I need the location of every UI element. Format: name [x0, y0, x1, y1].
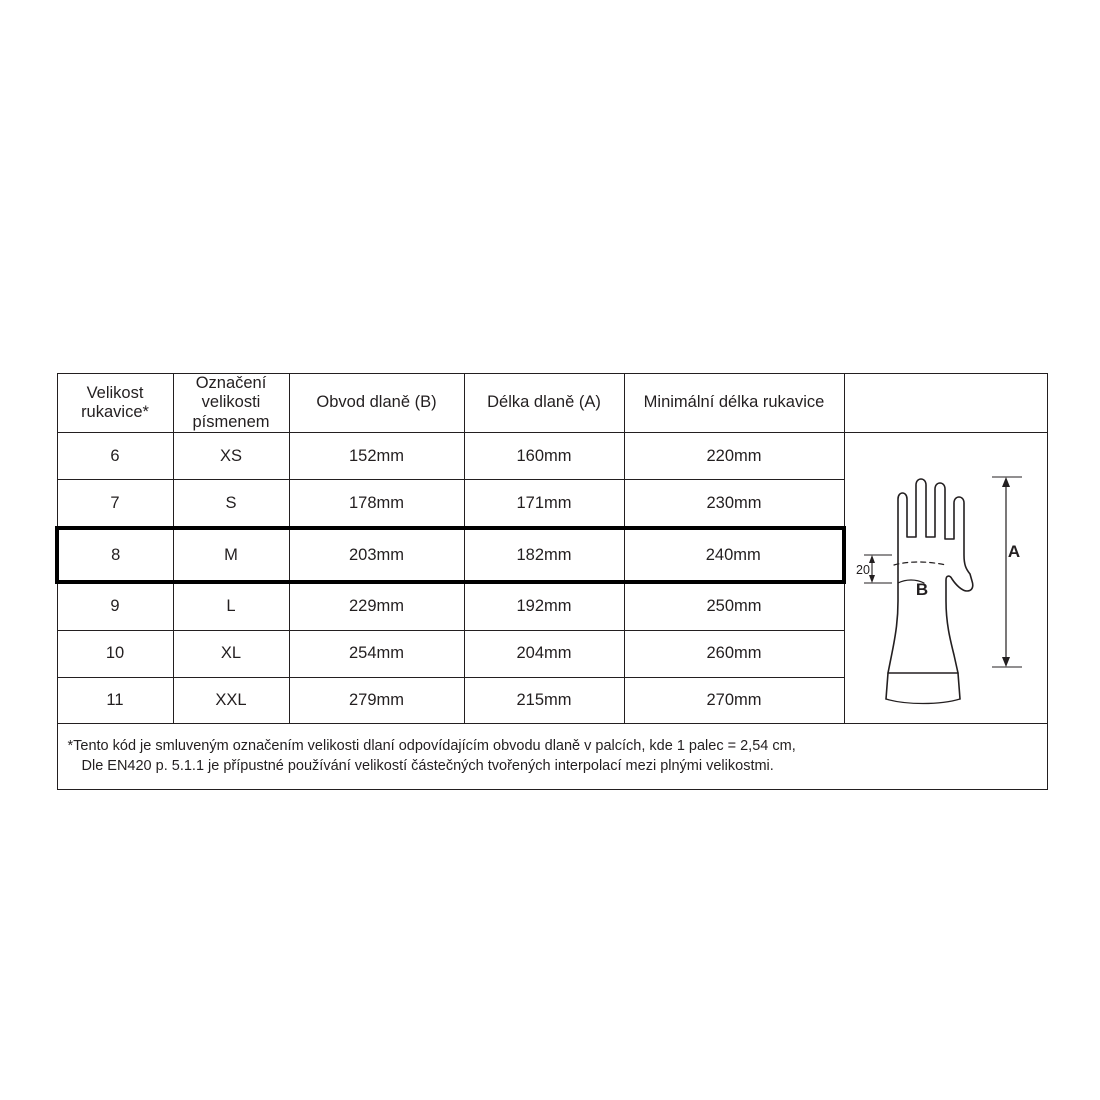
- footnote: [57, 724, 1047, 790]
- dimension-20-label: 20: [856, 563, 870, 578]
- cell-size: 8: [57, 528, 173, 581]
- column-header-min-glove-length: [624, 374, 844, 433]
- cell-min-glove-length: 250mm: [624, 582, 844, 631]
- hand-outline-icon: [846, 433, 1049, 723]
- cell-size: 6: [57, 433, 173, 480]
- dimension-a-arrow-icon: [992, 477, 1022, 667]
- column-header-palm-length: [464, 374, 624, 433]
- cell-min-glove-length: 230mm: [624, 480, 844, 529]
- cell-min-glove-length: 240mm: [624, 528, 844, 581]
- hand-measurement-diagram-wrap: [846, 433, 1049, 723]
- cell-min-glove-length: 260mm: [624, 630, 844, 677]
- cell-palm-circumference: 203mm: [289, 528, 464, 581]
- column-header-size-line-2: rukavice*: [81, 403, 149, 422]
- dimension-b-label: B: [915, 580, 929, 600]
- cell-letter: XL: [173, 630, 289, 677]
- size-table: [55, 373, 1048, 790]
- cell-min-glove-length: 220mm: [624, 433, 844, 480]
- table-header: [57, 374, 1047, 433]
- cell-palm-length: 215mm: [464, 677, 624, 724]
- column-header-illustration: [844, 374, 1047, 433]
- table-header-row: [57, 374, 1047, 433]
- cell-palm-circumference: 254mm: [289, 630, 464, 677]
- column-header-letter-line-1: Označení: [195, 374, 267, 392]
- cell-palm-circumference: 279mm: [289, 677, 464, 724]
- column-header-palm-circumference-label: Obvod dlaně (B): [316, 393, 437, 412]
- footnote-line-1: *Tento kód je smluveným označením velikosti dlaní odpovídajícím obvodu dlaně v palcích, kde 1 palec = 2,54 cm,: [67, 737, 796, 754]
- cell-palm-length: 204mm: [464, 630, 624, 677]
- cell-size: 9: [57, 582, 173, 631]
- column-header-palm-circumference: [289, 374, 464, 433]
- cell-min-glove-length: 270mm: [624, 677, 844, 724]
- footnote-row: [57, 724, 1047, 790]
- cell-size: 7: [57, 480, 173, 529]
- cell-palm-length: 182mm: [464, 528, 624, 581]
- table-row[interactable]: [57, 433, 1047, 480]
- column-header-size: [57, 374, 173, 433]
- column-header-letter: [173, 374, 289, 433]
- footnote-line-2: Dle EN420 p. 5.1.1 je přípustné používání velikostí částečných tvořených interpolací mezi plnými velikostmi.: [81, 758, 774, 775]
- hand-measurement-diagram: [844, 433, 1047, 724]
- cell-size: 10: [57, 630, 173, 677]
- column-header-letter-line-2: velikosti: [201, 393, 261, 412]
- dimension-a-label: A: [1007, 542, 1021, 562]
- column-header-size-line-1: Velikost: [86, 383, 144, 402]
- cell-palm-circumference: 178mm: [289, 480, 464, 529]
- glove-size-chart: [55, 373, 1045, 775]
- cell-palm-length: 160mm: [464, 433, 624, 480]
- table-body: [57, 433, 1047, 790]
- cell-letter: L: [173, 582, 289, 631]
- column-header-letter-line-3: písmenem: [192, 412, 270, 431]
- cell-letter: S: [173, 480, 289, 529]
- cell-palm-length: 171mm: [464, 480, 624, 529]
- cell-palm-circumference: 229mm: [289, 582, 464, 631]
- cell-letter: M: [173, 528, 289, 581]
- cell-letter: XS: [173, 433, 289, 480]
- column-header-palm-length-label: Délka dlaně (A): [487, 393, 601, 412]
- cell-palm-length: 192mm: [464, 582, 624, 631]
- cell-size: 11: [57, 677, 173, 724]
- column-header-min-glove-length-label: Minimální délka rukavice: [643, 393, 825, 412]
- cell-palm-circumference: 152mm: [289, 433, 464, 480]
- cell-letter: XXL: [173, 677, 289, 724]
